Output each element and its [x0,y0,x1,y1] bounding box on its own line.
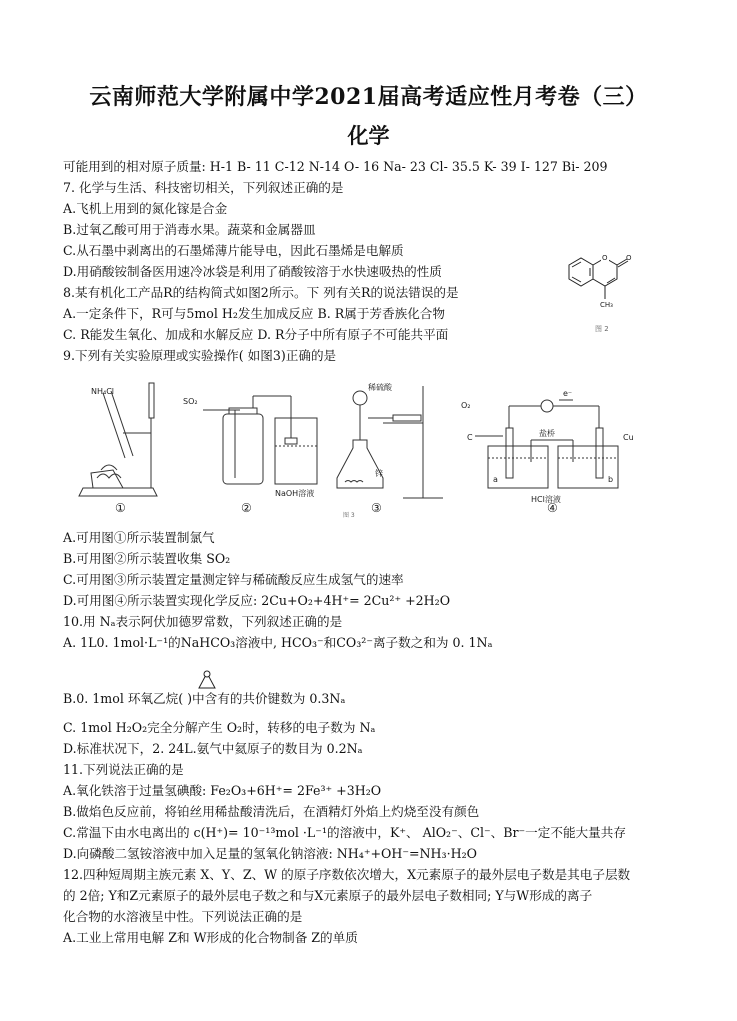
label-salt-bridge: 盐桥 [539,429,555,438]
q10-option-b: B.0. 1mol 环氧乙烷( )中含有的共价键数为 0.3Nₐ [63,691,346,706]
question-10-stem: 10.用 Nₐ表示阿伏加德罗常数，下列叙述正确的是 [63,614,343,629]
q8-options-ab: A.一定条件下，R可与5mol H₂发生加成反应 B. R属于芳香族化合物 [63,306,445,321]
ch3-label: CH₃ [600,301,613,309]
svg-text:O: O [602,254,608,262]
subject-title: 化学 [347,123,390,148]
q9-option-c: C.可用图③所示装置定量测定锌与稀硫酸反应生成氢气的速率 [63,572,404,587]
label-c-electrode: C [467,433,473,442]
label-hcl: HCl溶液 [531,495,561,504]
q9-option-d: D.可用图④所示装置实现化学反应: 2Cu+O₂+4H⁺= 2Cu²⁺ +2H₂O [63,593,451,608]
number-1: ① [115,501,126,515]
q10-option-c: C. 1mol H₂O₂完全分解产生 O₂时，转移的电子数为 Nₐ [63,720,376,735]
q11-option-b: B.做焰色反应前，将铂丝用稀盐酸清洗后，在酒精灯外焰上灼烧至没有颜色 [63,804,480,819]
label-zinc: 锌 [375,469,383,478]
figure-2-structure [555,243,635,338]
q10-option-a: A. 1L0. 1mol·L⁻¹的NaHCO₃溶液中, HCO₃⁻和CO₃²⁻离子数之和为 0. 1Nₐ [63,635,493,650]
label-naoh: NaOH溶液 [275,489,315,498]
figure-3-caption: 图 3 [343,512,355,518]
atomic-mass-line: 可能用到的相对原子质量: H-1 B- 11 C-12 N-14 O- 16 Na- 23 Cl- 35.5 K- 39 I- 127 Bi- 209 [63,159,608,174]
figure-2-caption: 图 2 [595,325,609,333]
number-3: ③ [371,501,382,515]
q8-options-cd: C. R能发生氧化、加成和水解反应 D. R分子中所有原子不可能共平面 [63,327,449,342]
epoxide-icon [194,670,220,692]
q11-option-a: A.氧化铁溶于过量氢碘酸: Fe₂O₃+6H⁺= 2Fe³⁺ +3H₂O [63,783,382,798]
label-nh4cl: NH₄Cl [91,387,115,396]
number-4: ④ [547,501,558,515]
q9-option-b: B.可用图②所示装置收集 SO₂ [63,551,231,566]
setup-2-gas-collection [203,396,317,484]
label-b: b [608,475,614,484]
q10-option-d: D.标准状况下，2. 24L.氨气中氦原子的数目为 0.2Nₐ [63,741,363,756]
label-dilute-acid: 稀硫酸 [368,383,392,392]
q11-option-d: D.向磷酸二氢铵溶液中加入足量的氢氧化钠溶液: NH₄⁺+OH⁻=NH₃·H₂O [63,846,477,861]
question-12-stem-2: 的 2倍; Y和Z元素原子的最外层电子数之和与X元素原子的最外层电子数相同; Y与W形成的离子 [63,888,593,903]
question-11-stem: 11.下列说法正确的是 [63,762,184,777]
question-7-stem: 7. 化学与生活、科技密切相关，下列叙述正确的是 [63,180,344,195]
question-12-stem-1: 12.四种短周期主族元素 X、Y、Z、W 的原子序数依次增大，X元素原子的最外层电子数是其电子层数 [63,867,631,882]
carbonyl-o: O [626,254,632,262]
figure-3-apparatus [63,378,643,518]
q9-option-a: A.可用图①所示装置制氯气 [63,530,215,545]
question-9-stem: 9.下列有关实验原理或实验操作( 如图3)正确的是 [63,348,337,363]
question-8-stem: 8.某有机化工产品R的结构简式如图2所示。下 列有关R的说法错误的是 [63,285,459,300]
q7-option-a: A.飞机上用到的氮化镓是合金 [63,201,228,216]
label-a: a [493,475,498,484]
question-12-stem-3: 化合物的水溶液呈中性。下列说法正确的是 [63,909,303,924]
label-electron: e⁻ [563,389,573,398]
setup-3-zinc-acid [337,386,443,498]
number-2: ② [241,501,252,515]
label-cu-electrode: Cu [623,433,634,442]
label-o2: O₂ [461,401,471,410]
q7-option-d: D.用硝酸铵制备医用速冷冰袋是利用了硝酸铵溶于水快速吸热的性质 [63,264,442,279]
q11-option-c: C.常温下由水电离出的 c(H⁺)= 10⁻¹³mol ·L⁻¹的溶液中，K⁺、 AlO₂⁻、Cl⁻、Br⁻一定不能大量共存 [63,825,626,840]
q7-option-b: B.过氧乙酸可用于消毒水果。蔬菜和金属器皿 [63,222,316,237]
q12-option-a: A.工业上常用电解 Z和 W形成的化合物制备 Z的单质 [63,930,358,945]
label-so2: SO₂ [183,397,198,406]
q7-option-c: C.从石墨中剥离出的石墨烯薄片能导电，因此石墨烯是电解质 [63,243,404,258]
setup-1-heating [79,383,157,496]
page-title: 云南师范大学附属中学2021届高考适应性月考卷（三） [89,84,648,110]
